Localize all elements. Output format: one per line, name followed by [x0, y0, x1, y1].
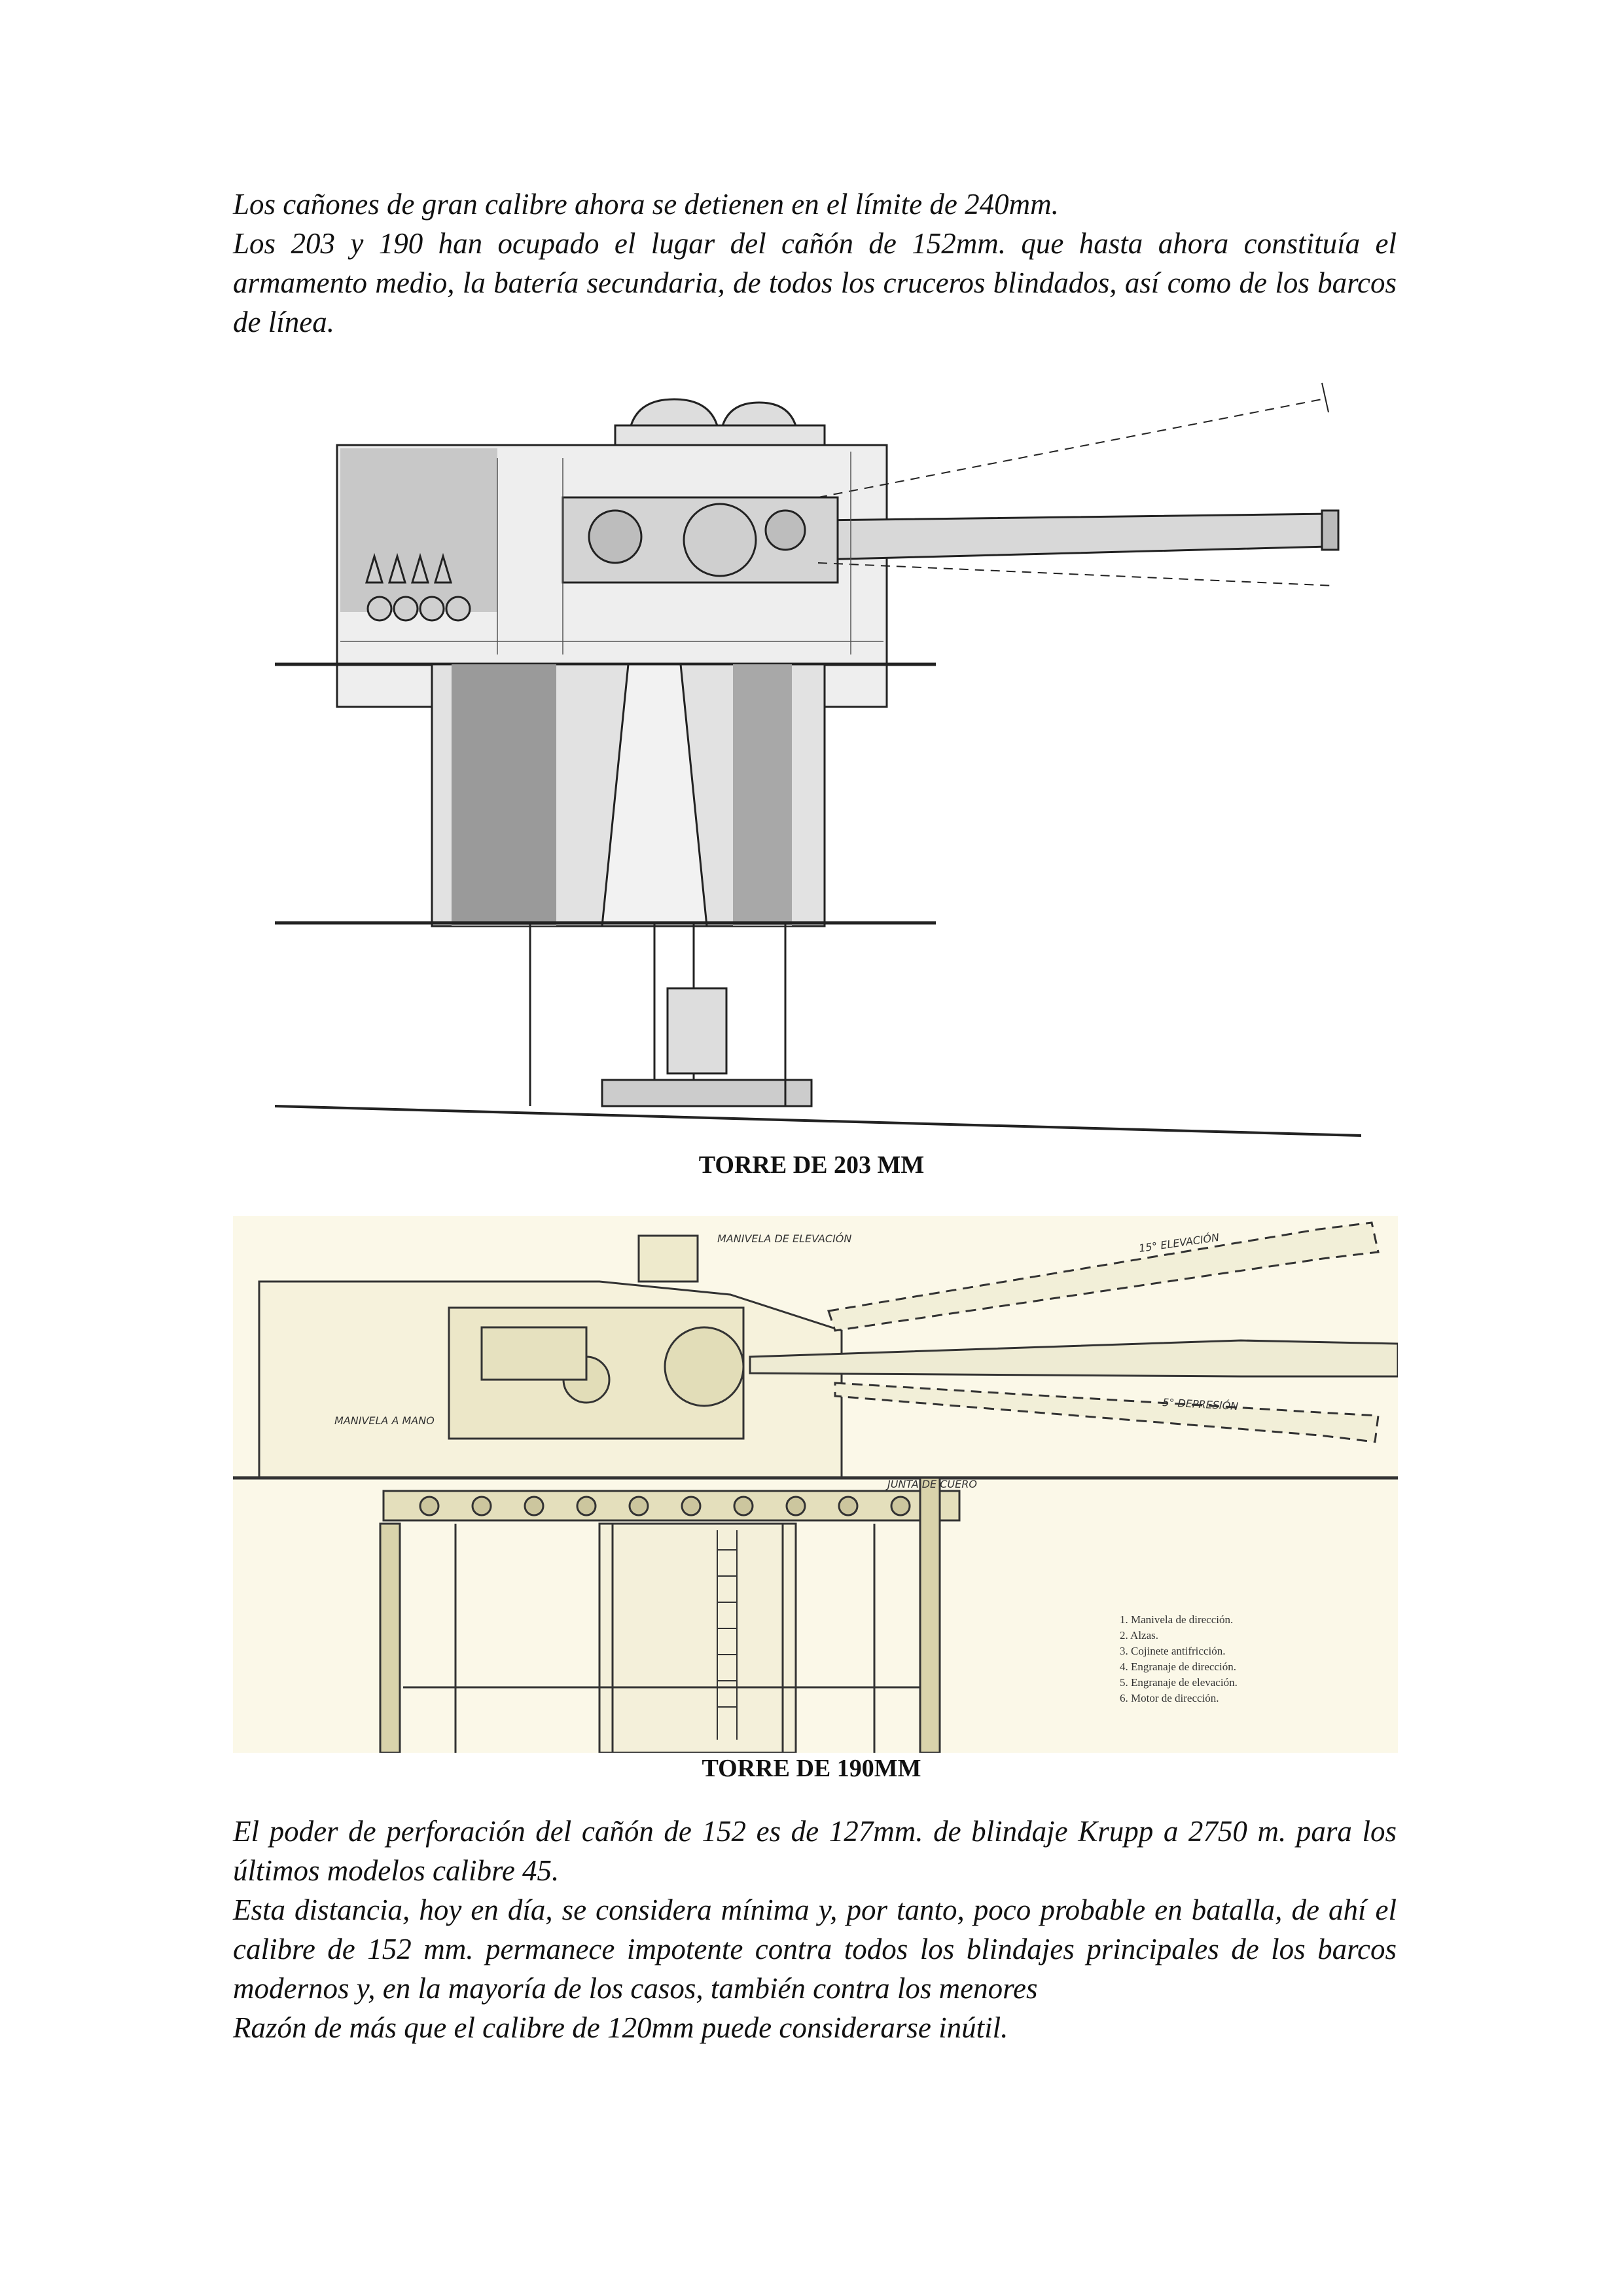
- legend-item: 4. Engranaje de dirección.: [1120, 1660, 1236, 1673]
- label-junta-cuero: JUNTA DE CUERO: [887, 1478, 977, 1490]
- legend-item: 6. Motor de dirección.: [1120, 1692, 1219, 1704]
- closing-paragraph-2: Esta distancia, hoy en día, se considera mínima y, por tanto, poco probable en batalla, de ahí el calibre de 152 mm. permanece impotente contra todos los blindajes principales de los barcos modernos y, en la mayoría de los casos, también contra los menores: [233, 1893, 1397, 2005]
- label-manivela-mano: MANIVELA A MANO: [334, 1414, 435, 1427]
- turret-203-drawing: [275, 367, 1361, 1145]
- legend-item: 2. Alzas.: [1120, 1629, 1159, 1641]
- label-elevacion: 15° ELEVACIÓN: [1137, 1230, 1221, 1255]
- label-manivela-elevacion: MANIVELA DE ELEVACIÓN: [717, 1232, 852, 1245]
- legend-item: 5. Engranaje de elevación.: [1120, 1676, 1238, 1689]
- closing-paragraphs: [233, 1812, 1397, 2047]
- turret-190-drawing: [233, 1216, 1398, 1753]
- figure-190-caption: TORRE DE 190MM: [702, 1755, 921, 1782]
- legend-item: 1. Manivela de dirección.: [1120, 1613, 1234, 1626]
- intro-line-1: Los cañones de gran calibre ahora se detienen en el límite de 240mm.: [233, 188, 1059, 221]
- label-depresion: 5° DEPRESIÓN: [1162, 1396, 1239, 1413]
- closing-paragraph-1: El poder de perforación del cañón de 152 es de 127mm. de blindaje Krupp a 2750 m. para los últimos modelos calibre 45.: [233, 1815, 1397, 1887]
- figure-203-caption: TORRE DE 203 MM: [698, 1151, 925, 1179]
- intro-line-2: Los 203 y 190 han ocupado el lugar del cañón de 152mm. que hasta ahora constituía el armamento medio, la batería secundaria, de todos los cruceros blindados, así como de los barcos de línea.: [233, 227, 1397, 338]
- closing-paragraph-3: Razón de más que el calibre de 120mm puede considerarse inútil.: [233, 2011, 1008, 2044]
- legend-item: 3. Cojinete antifricción.: [1120, 1645, 1226, 1657]
- intro-paragraph: [233, 185, 1397, 342]
